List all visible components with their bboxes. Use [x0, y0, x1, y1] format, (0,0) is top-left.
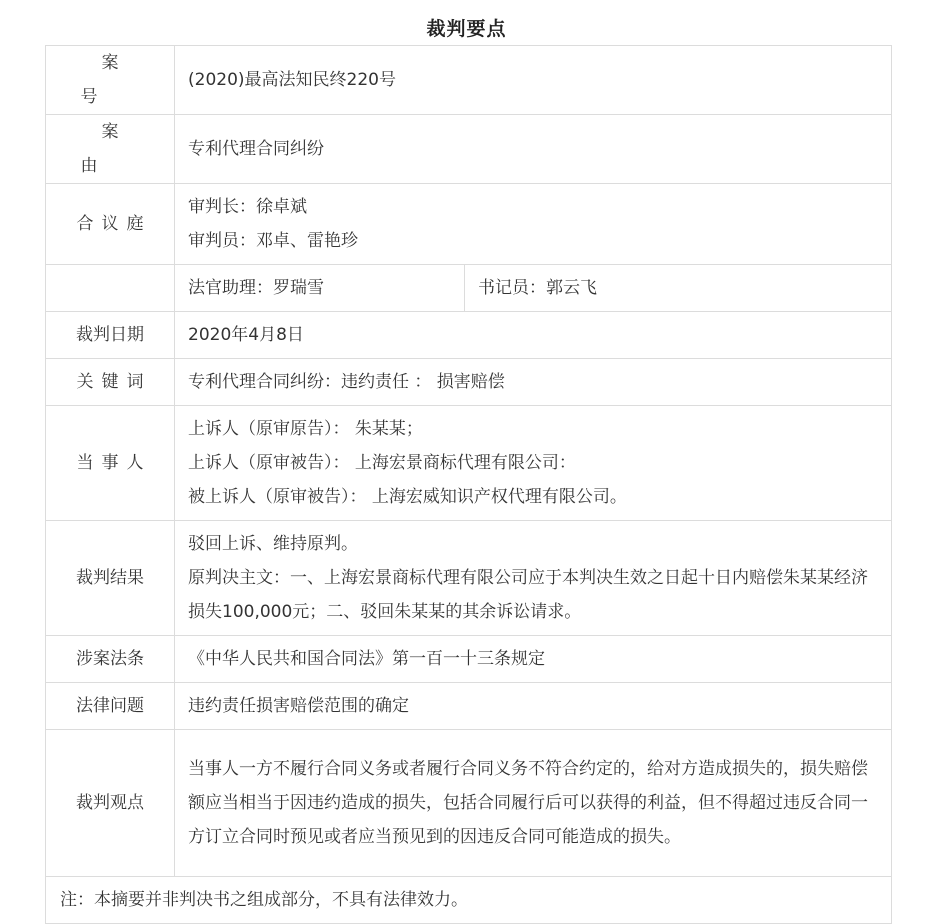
- value-law: 《中华人民共和国合同法》第一百一十三条规定: [175, 636, 892, 683]
- row-case-number: [46, 46, 892, 115]
- value-judge-assistant: 法官助理：罗瑞雪: [175, 265, 465, 312]
- value-issue: 违约责任损害赔偿范围的确定: [175, 683, 892, 730]
- row-cause: [46, 115, 892, 184]
- label-date: 裁判日期: [46, 312, 175, 359]
- value-viewpoint: 当事人一方不履行合同义务或者履行合同义务不符合约定的，给对方造成损失的，损失赔偿额应当相当于因违约造成的损失，包括合同履行后可以获得的利益，但不得超过违反合同一方订立合同时预见或者应当预见到的因违反合同可能造成的损失。: [175, 730, 892, 877]
- party-appellee-defendant: 被上诉人（原审被告）： 上海宏威知识产权代理有限公司。: [188, 487, 627, 507]
- party-appellant-defendant: 上诉人（原审被告）： 上海宏景商标代理有限公司：: [188, 453, 576, 473]
- footer-note: 注：本摘要并非判决书之组成部分，不具有法律效力。: [46, 877, 892, 924]
- page-title: 裁判要点: [426, 18, 507, 40]
- party-appellant-plaintiff: 上诉人（原审原告）： 朱某某；: [188, 419, 423, 439]
- row-viewpoint: [46, 730, 892, 877]
- result-original-judgment: 原判决主文：一、上海宏景商标代理有限公司应于本判决生效之日起十日内赔偿朱某某经济损失100,000元；二、驳回朱某某的其余诉讼请求。: [188, 568, 868, 622]
- value-case-number: (2020)最高法知民终220号: [175, 46, 892, 115]
- label-keywords: 关键词: [46, 359, 175, 406]
- label-result: 裁判结果: [46, 521, 175, 636]
- label-panel: 合议庭: [46, 184, 175, 265]
- label-viewpoint: 裁判观点: [46, 730, 175, 877]
- value-panel: [175, 184, 892, 265]
- row-parties: [46, 406, 892, 521]
- value-date: 2020年4月8日: [175, 312, 892, 359]
- panel-chief-judge: 审判长：徐卓斌: [188, 197, 307, 217]
- value-cause: 专利代理合同纠纷: [175, 115, 892, 184]
- panel-judges: 审判员：邓卓、雷艳珍: [188, 231, 358, 251]
- row-keywords: [46, 359, 892, 406]
- label-law: 涉案法条: [46, 636, 175, 683]
- judgment-summary-table: [45, 45, 892, 924]
- label-cause: 案由: [46, 115, 175, 184]
- value-parties: [175, 406, 892, 521]
- row-result: [46, 521, 892, 636]
- label-empty: [46, 265, 175, 312]
- row-law: [46, 636, 892, 683]
- value-result: [175, 521, 892, 636]
- row-issue: [46, 683, 892, 730]
- label-issue: 法律问题: [46, 683, 175, 730]
- row-footer: [46, 877, 892, 924]
- row-panel: [46, 184, 892, 265]
- row-date: [46, 312, 892, 359]
- value-clerk: 书记员：郭云飞: [465, 265, 892, 312]
- result-ruling: 驳回上诉、维持原判。: [188, 534, 358, 554]
- label-case-number: 案号: [46, 46, 175, 115]
- label-parties: 当事人: [46, 406, 175, 521]
- value-keywords: 专利代理合同纠纷：违约责任 ： 损害赔偿: [175, 359, 892, 406]
- row-assistants: [46, 265, 892, 312]
